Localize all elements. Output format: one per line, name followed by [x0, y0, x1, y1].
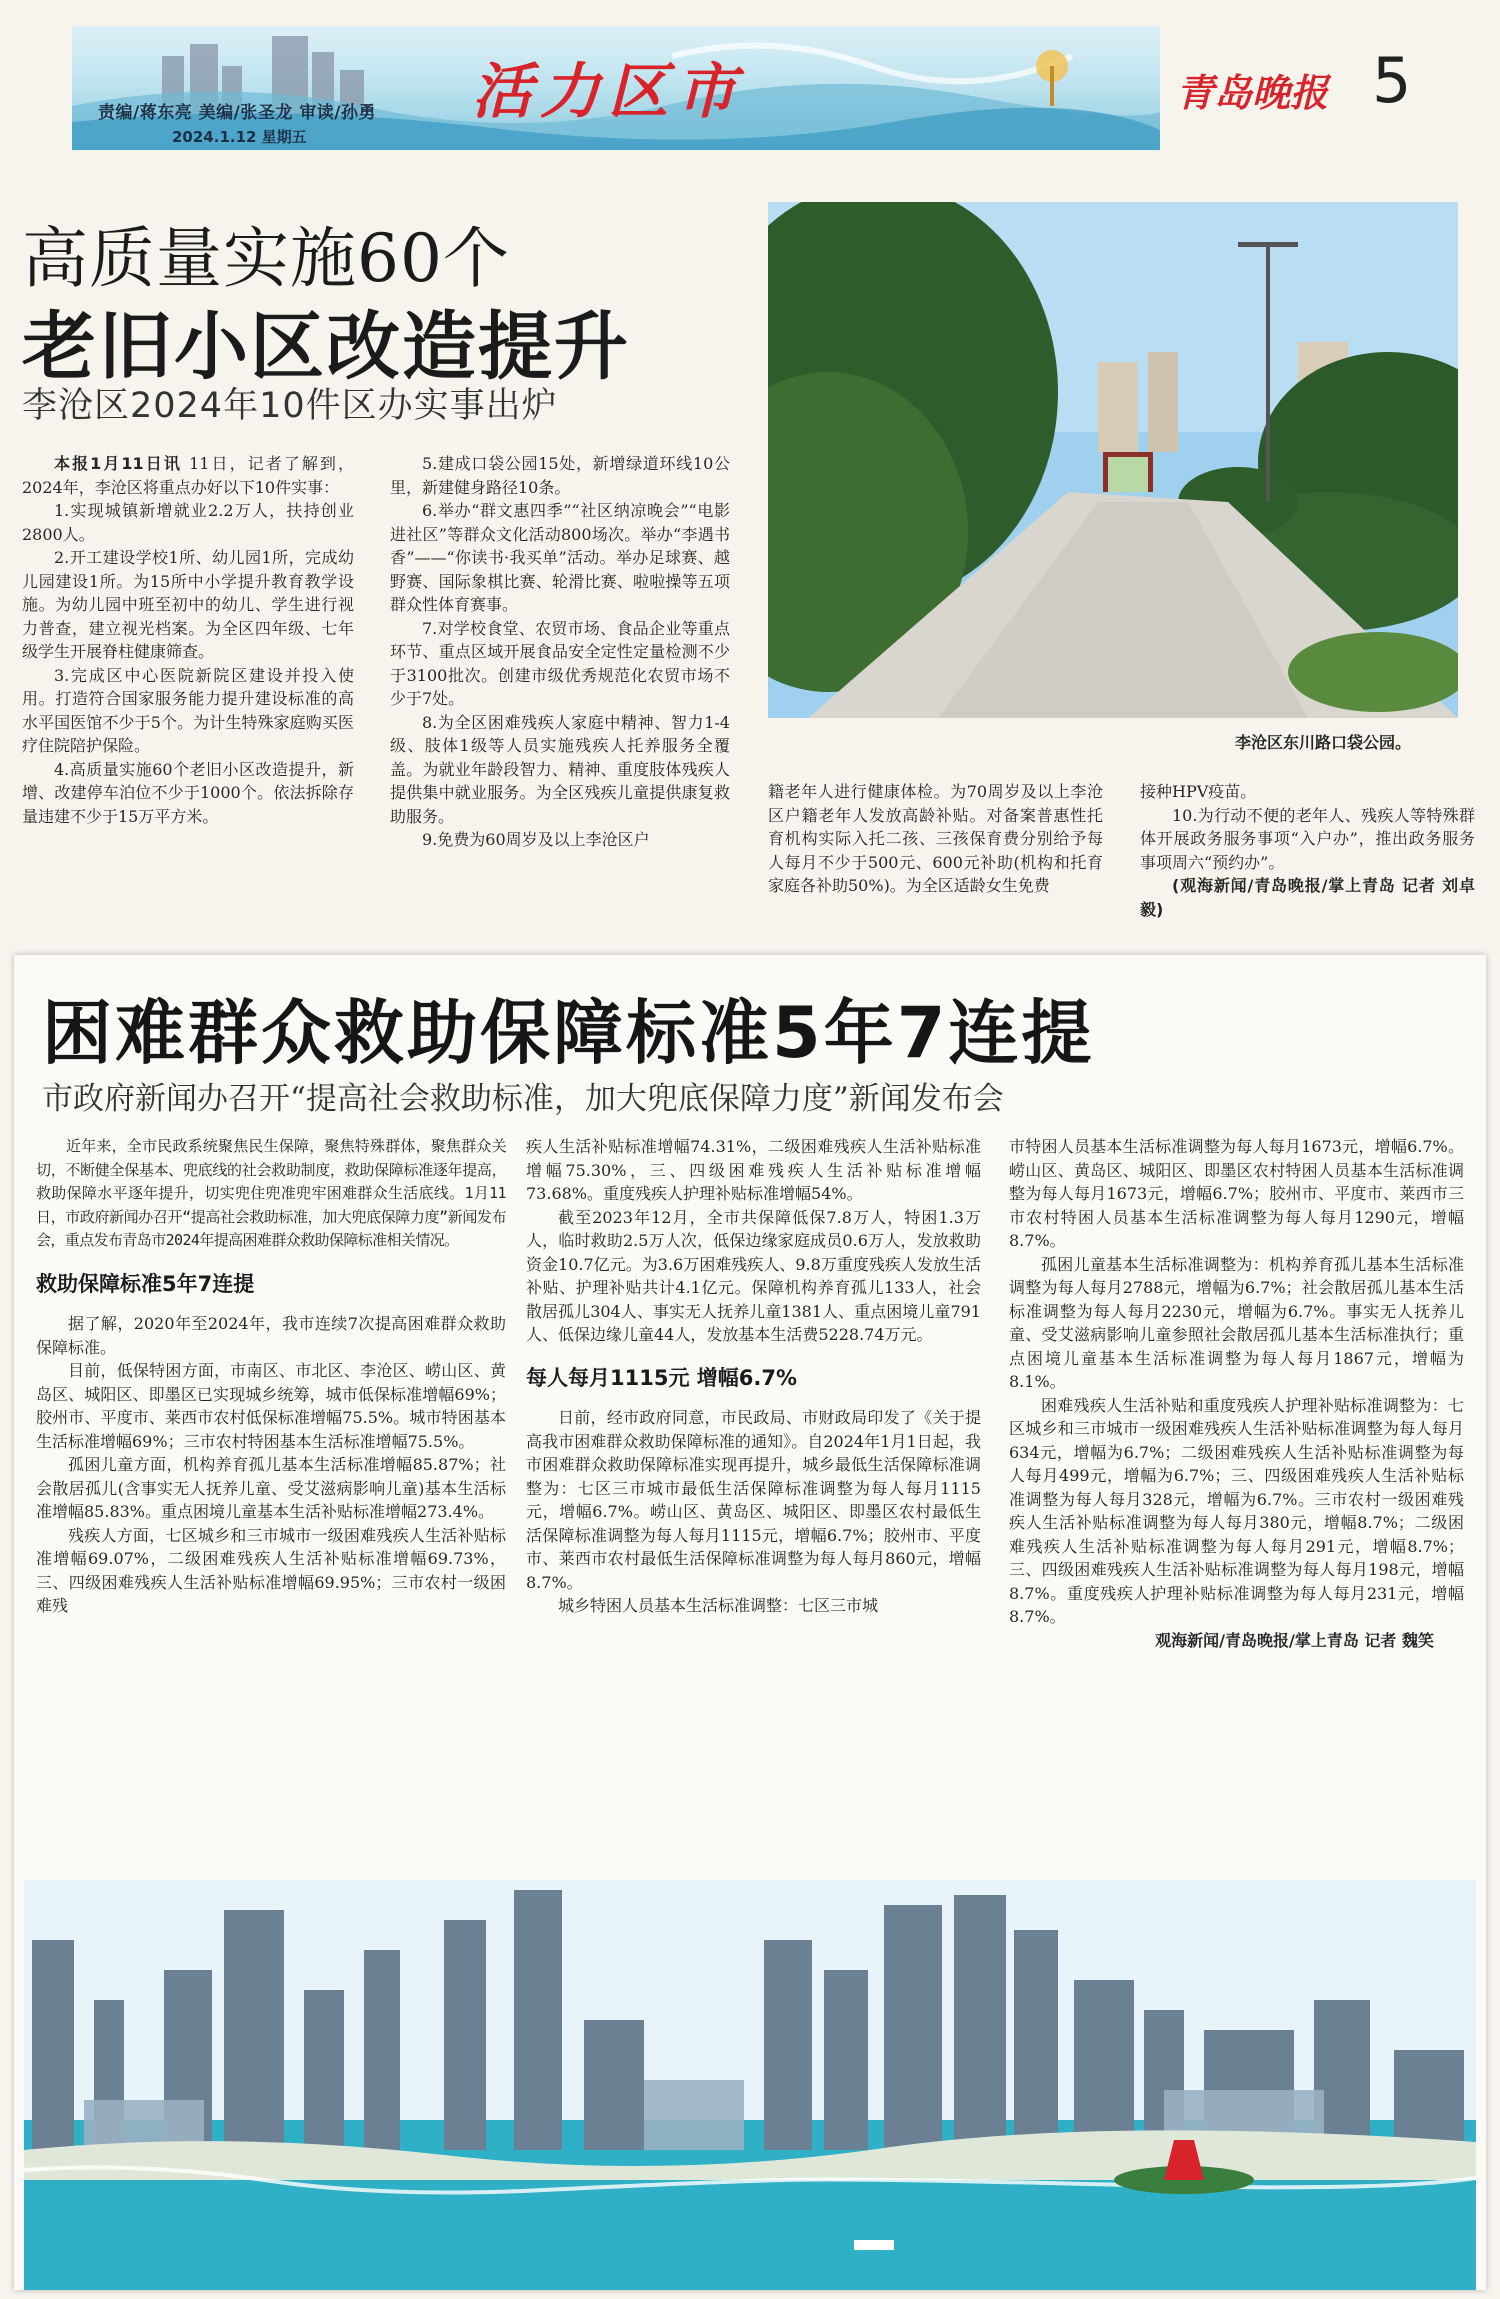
story2-paragraph: 孤困儿童基本生活标准调整为：机构养育孤儿基本生活标准调整为每人每月2788元，增幅为6.7%；社会散居孤儿基本生活标准调整为每人每月2230元，增幅为6.7%。事实无人抚养儿童、受艾滋病影响儿童参照社会散居孤儿基本生活标准执行；重点困境儿童基本生活标准调整为每人每月1867元，增幅为8.1%。 — [1009, 1254, 1464, 1391]
story1-paragraph: 2.开工建设学校1所、幼儿园1所，完成幼儿园建设1所。为15所中小学提升教育教学设施。为幼儿园中班至初中的幼儿、学生进行视力普查，建立视光档案。为全区四年级、七年级学生开展脊柱健康筛查。 — [22, 548, 354, 661]
story1-byline: (观海新闻/青岛晚报/掌上青岛 记者 刘卓毅) — [1140, 876, 1475, 919]
photo-caption: 李沧区东川路口袋公园。 — [1235, 733, 1412, 752]
story2-column-2 — [526, 1135, 981, 1615]
story1-paragraph: 5.建成口袋公园15处，新增绿道环线10公里，新建健身路径10条。 — [390, 454, 730, 497]
story1-dateline: 本报1月11日讯 — [54, 454, 182, 473]
story2-intro: 近年来，全市民政系统聚焦民生保障，聚焦特殊群体，聚焦群众关切，不断健全保基本、兜底线的社会救助制度，救助保障标准逐年提高，救助保障水平逐年提升，切实兜住兜准兜牢困难群众生活底线。1月11日，市政府新闻办召开“提高社会救助标准，加大兜底保障力度”新闻发布会，重点发布青岛市2024年提高困难群众救助保障标准相关情况。 — [36, 1137, 506, 1249]
editor-credits: 责编/蒋东亮 美编/张圣龙 审读/孙勇 — [98, 103, 376, 123]
story1-paragraph: 籍老年人进行健康体检。为70周岁及以上李沧区户籍老年人发放高龄补贴。对备案普惠性托育机构实际入托二孩、三孩保育费分别给予每人每月不少于500元、600元补助(机构和托育家庭各补助50%)。为全区适龄女生免费 — [768, 782, 1103, 895]
story2-subtitle: 市政府新闻办召开“提高社会救助标准，加大兜底保障力度”新闻发布会 — [42, 1081, 1004, 1117]
story1-paragraph: 接种HPV疫苗。 — [1140, 782, 1257, 801]
story1-paragraph: 10.为行动不便的老年人、残疾人等特殊群体开展政务服务事项“入户办”，推出政务服务事项周六“预约办”。 — [1140, 805, 1475, 872]
story1-paragraph: 8.为全区困难残疾人家庭中精神、智力1-4级、肢体1级等人员实施残疾人托养服务全覆盖。为就业年龄段智力、精神、重度肢体残疾人提供集中就业服务。为全区残疾儿童提供康复救助服务。 — [390, 712, 730, 826]
story1-column-3 — [768, 780, 1103, 940]
page-number: 5 — [1372, 44, 1412, 117]
park-photo-art — [768, 202, 1458, 718]
story2-paragraph: 据了解，2020年至2024年，我市连续7次提高困难群众救助保障标准。 — [36, 1314, 506, 1357]
story2-paragraph: 目前，低保特困方面，市南区、市北区、李沧区、崂山区、黄岛区、城阳区、即墨区已实现城乡统筹，城市低保标准增幅69%；胶州市、平度市、莱西市农村低保标准增幅75.5%。城市特困基本生活标准增幅69%；三市农村特困基本生活标准增幅75.5%。 — [36, 1361, 506, 1451]
story2-paragraph: 疾人生活补贴标准增幅74.31%，二级困难残疾人生活补贴标准增幅75.30%，三、四级困难残疾人生活补贴标准增幅73.68%。重度残疾人护理补贴标准增幅54%。 — [526, 1137, 981, 1203]
story2-paragraph: 孤困儿童方面，机构养育孤儿基本生活标准增幅85.87%；社会散居孤儿(含事实无人抚养儿童、受艾滋病影响儿童)基本生活标准增幅85.83%。重点困境儿童基本生活补贴标准增幅273.4%。 — [36, 1455, 506, 1521]
story1-paragraph: 3.完成区中心医院新院区建设并投入使用。打造符合国家服务能力提升建设标准的高水平国医馆不少于5个。为计生特殊家庭购买医疗住院陪护保险。 — [22, 665, 354, 755]
story2-paragraph: 截至2023年12月，全市共保障低保7.8万人，特困1.3万人，临时救助2.5万人次，低保边缘家庭成员0.6万人，发放救助资金10.7亿元。为3.6万困难残疾人、9.8万重度残疾人发放生活补贴、护理补贴共计4.1亿元。保障机构养育孤儿133人，社会散居孤儿304人、事实无人抚养儿童1381人、重点困境儿童791人、低保边缘儿童44人，发放基本生活费5228.74万元。 — [526, 1207, 981, 1344]
column-title: 活力区市 — [472, 57, 744, 127]
story2-paragraph: 城乡特困人员基本生活标准调整：七区三市城 — [558, 1596, 879, 1615]
story2-paragraph: 困难残疾人生活补贴和重度残疾人护理补贴标准调整为：七区城乡和三市城市一级困难残疾人生活补贴标准调整为每人每月634元，增幅为6.7%；二级困难残疾人生活补贴标准调整为每人每月499元，增幅为6.7%；三、四级困难残疾人生活补贴标准调整为每人每月328元，增幅为6.7%。三市农村一级困难残疾人生活补贴标准调整为每人每月380元，增幅8.7%；二级困难残疾人生活补贴标准调整为每人每月291元，增幅8.7%；三、四级困难残疾人生活补贴标准调整为每人每月198元，增幅8.7%。重度残疾人护理补贴标准调整为每人每月231元，增幅8.7%。 — [1009, 1395, 1464, 1626]
story1-paragraph: 9.免费为60周岁及以上李沧区户 — [422, 830, 650, 849]
story1-title-line1: 高质量实施60个 — [22, 220, 510, 297]
story2-section-heading: 每人每月1115元 增幅6.7% — [526, 1365, 797, 1390]
story2-byline: 观海新闻/青岛晚报/掌上青岛 记者 魏笑 — [1155, 1630, 1434, 1650]
story2-paragraph: 残疾人方面，七区城乡和三市城市一级困难残疾人生活补贴标准增幅69.07%，二级困难残疾人生活补贴标准增幅69.73%，三、四级困难残疾人生活补贴标准增幅69.95%；三市农村一级困难残 — [36, 1525, 506, 1615]
story2-column-3 — [1009, 1135, 1464, 1650]
park-photo — [768, 202, 1458, 718]
story1-paragraph: 7.对学校食堂、农贸市场、食品企业等重点环节、重点区域开展食品安全定性定量检测不少于3100批次。创建市级优秀规范化农贸市场不少于7处。 — [390, 618, 730, 708]
story1-paragraph: 4.高质量实施60个老旧小区改造提升，新增、改建停车泊位不少于1000个。依法拆除存量违建不少于15万平方米。 — [22, 759, 354, 826]
story1-paragraph: 11日，记者了解到，2024年，李沧区将重点办好以下10件实事： — [22, 454, 354, 497]
story1-subtitle: 李沧区2024年10件区办实事出炉 — [22, 386, 558, 426]
story2-column-1 — [36, 1135, 506, 1615]
story2-title: 困难群众救助保障标准5年7连提 — [42, 992, 1095, 1074]
skyline-photo-art — [24, 1880, 1476, 2290]
story1-paragraph: 6.举办“群文惠四季”“社区纳凉晚会”“电影进社区”等群众文化活动800场次。举办“李遇书香”——“你读书·我买单”活动。举办足球赛、越野赛、国际象棋比赛、轮滑比赛、啦啦操等五项群众性体育赛事。 — [390, 501, 730, 614]
newspaper-logo: 青岛晚报 — [1176, 70, 1329, 115]
story1-column-4 — [1140, 780, 1475, 940]
story2-paragraph: 市特困人员基本生活标准调整为每人每月1673元，增幅6.7%。崂山区、黄岛区、城阳区、即墨区农村特困人员基本生活标准调整为每人每月1673元，增幅6.7%；胶州市、平度市、莱西市三市农村特困人员基本生活标准调整为每人每月1290元，增幅8.7%。 — [1009, 1137, 1464, 1250]
story1-column-1 — [22, 452, 354, 932]
story2-paragraph: 日前，经市政府同意，市民政局、市财政局印发了《关于提高我市困难群众救助保障标准的通知》。自2024年1月1日起，我市困难群众救助保障标准实现再提升，城乡最低生活保障标准调整为：七区三市城市最低生活保障标准调整为每人每月1115元，增幅6.7%。崂山区、黄岛区、城阳区、即墨区农村最低生活保障标准调整为每人每月1115元，增幅6.7%；胶州市、平度市、莱西市农村最低生活保障标准调整为每人每月860元，增幅8.7%。 — [526, 1408, 981, 1592]
story1-column-2 — [390, 452, 730, 932]
story2-section-heading: 救助保障标准5年7连提 — [36, 1271, 255, 1296]
issue-date: 2024.1.12 星期五 — [172, 128, 307, 146]
section-banner — [72, 26, 1160, 150]
skyline-photo — [24, 1880, 1476, 2290]
story1-paragraph: 1.实现城镇新增就业2.2万人，扶持创业2800人。 — [22, 501, 354, 544]
story1-title-line2: 老旧小区改造提升 — [22, 304, 630, 390]
